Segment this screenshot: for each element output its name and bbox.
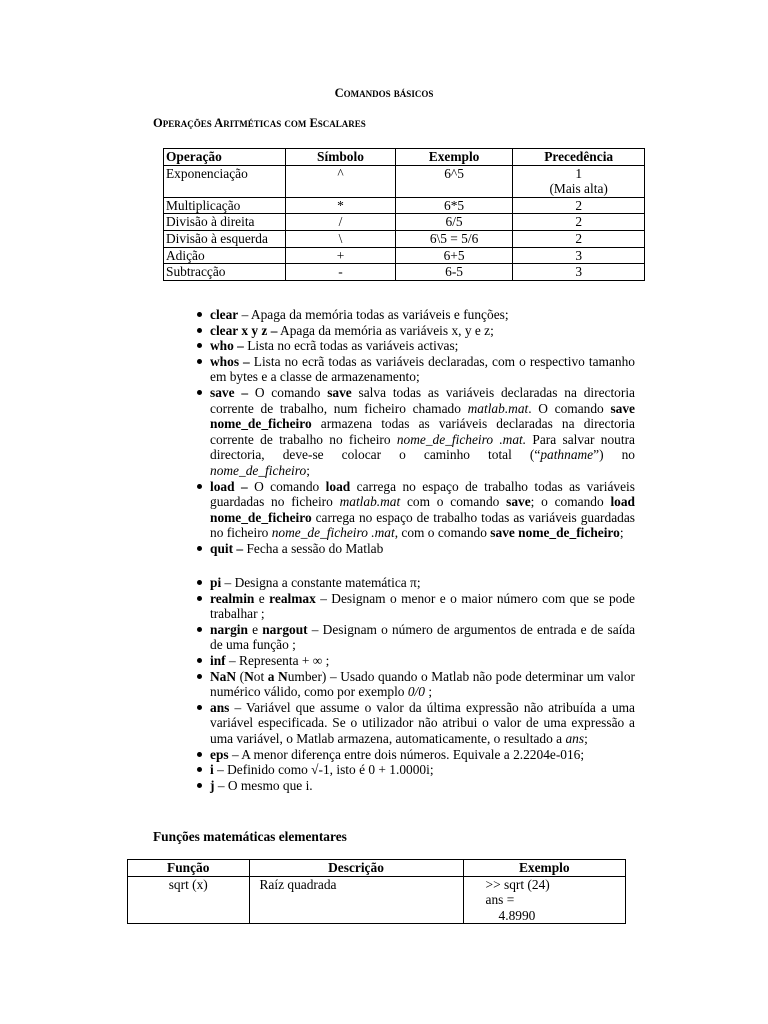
list-item-pi [210, 575, 635, 591]
italic-run: nome_de_ficheiro .mat. [396, 431, 527, 447]
cell-description [249, 876, 463, 924]
text-run: e [254, 590, 270, 606]
cmd-name: whos – [210, 353, 250, 369]
list-item-nan [210, 669, 635, 700]
bold-run: save nome_de_ficheiro [210, 400, 635, 432]
cell-sym: - [286, 264, 396, 281]
bold-run: N [278, 668, 288, 684]
text-run: ( [236, 668, 245, 684]
cmd-name: realmin [210, 590, 255, 606]
cmd-desc: Lista no ecrã todas as variáveis activas; [243, 338, 459, 354]
cell-prec: 3 [513, 264, 645, 281]
list-item-save [210, 385, 635, 479]
list-item-realmin-realmax [210, 591, 635, 622]
cmd-desc: – Apaga da memória todas as variáveis e funções; [238, 307, 509, 322]
cmd-name: load – [210, 478, 248, 494]
list-item-nargin-nargout [210, 622, 635, 653]
list-item-i [210, 762, 635, 778]
cell-ex: 6^5 [395, 165, 513, 197]
list-item-eps [210, 747, 635, 763]
bold-run: a [267, 668, 275, 684]
list-item-j [210, 778, 635, 794]
text-run: e [247, 621, 263, 637]
list-item-who [210, 338, 635, 354]
cell-prec: 2 [513, 214, 645, 231]
description-text: Raíz quadrada [259, 876, 337, 892]
cmd-desc: – Variável que assume o valor da última expressão não atribuída a uma variável especificada. Se o utilizador não atribui o valor de uma expressão a uma variável, o Matlab armazena, automaticamente, o resultado a [210, 699, 635, 746]
header-exemplo: Exemplo [395, 149, 513, 166]
text-run: armazena todas as variáveis declaradas na directoria corrente de trabalho no ficheiro [210, 416, 635, 447]
commands-list [210, 307, 635, 557]
cmd-name: ans [210, 699, 230, 715]
text-run: ; [424, 684, 433, 700]
italic-run: matlab.mat [339, 494, 401, 510]
cmd-name: inf [210, 652, 226, 668]
cell-sym: * [286, 197, 396, 214]
text-run: carrega no espaço de trabalho todas as variáveis guardadas no ficheiro [210, 478, 635, 510]
cmd-desc: Apaga da memória as variáveis x, y e z; [277, 322, 494, 338]
cmd-name: clear x y z – [210, 322, 278, 338]
cmd-name: nargout [262, 621, 308, 637]
cell-sym: \ [286, 230, 396, 247]
cell-op: Divisão à esquerda [164, 230, 286, 247]
prec-note: (Mais alta) [549, 181, 608, 197]
table-row [164, 247, 645, 264]
cell-prec: 3 [513, 247, 645, 264]
prec-value: 1 [575, 165, 583, 181]
cell-sym: ^ [286, 165, 396, 197]
header-precedencia: Precedência [513, 149, 645, 166]
table-row [164, 264, 645, 281]
text-run: salva todas as variáveis declaradas na directoria corrente de trabalho, num ficheiro chamado [210, 384, 635, 416]
example-line: 4.8990 [498, 907, 536, 923]
bold-run: save nome_de_ficheiro [490, 525, 620, 541]
italic-run: nome_de_ficheiro .mat [271, 525, 395, 541]
cmd-name: eps [210, 746, 229, 762]
cell-op: Exponenciação [164, 165, 286, 197]
header-exemplo: Exemplo [463, 860, 625, 877]
cmd-name: i [210, 762, 214, 778]
text-run: ; [619, 525, 624, 541]
cmd-desc: – O mesmo que i. [214, 777, 313, 793]
italic-run: nome_de_ficheiro [210, 462, 307, 478]
cell-ex: 6*5 [395, 197, 513, 214]
list-item-inf [210, 653, 635, 669]
text-run: ”) no [593, 447, 635, 463]
list-item-clear [210, 307, 635, 323]
cmd-desc: – Definido como √-1, isto é 0 + 1.0000i; [213, 762, 434, 778]
header-descricao: Descrição [249, 860, 463, 877]
header-operacao: Operação [164, 149, 286, 166]
table-row [164, 230, 645, 247]
table-header-row [128, 860, 626, 877]
italic-run: pathname [540, 447, 594, 463]
bold-run: save [327, 384, 352, 400]
example-line: ans = [485, 892, 515, 908]
operations-table [163, 148, 645, 281]
italic-run: matlab.mat [467, 400, 529, 416]
section-title-arithmetic: Operações Aritméticas com Escalares [153, 116, 366, 130]
cmd-desc: Lista no ecrã todas as variáveis declaradas, com o respectivo tamanho em bytes e a classe de armazenamento; [210, 353, 635, 385]
cell-prec: 2 [513, 197, 645, 214]
cell-ex: 6/5 [395, 214, 513, 231]
table-row [164, 214, 645, 231]
italic-run: ans [565, 730, 585, 746]
cmd-name: clear [210, 307, 239, 322]
page-title: Comandos básicos [334, 86, 434, 100]
cmd-desc: – Designa a constante matemática π; [221, 575, 421, 590]
list-item-clear-xyz [210, 323, 635, 339]
cell-sym: / [286, 214, 396, 231]
cell-ex: 6-5 [395, 264, 513, 281]
list-item-quit [210, 541, 635, 557]
cmd-name: j [210, 777, 215, 793]
cmd-name: pi [210, 575, 222, 590]
list-item-whos [210, 354, 635, 385]
bold-run: save [506, 494, 531, 510]
cmd-desc: – A menor diferença entre dois números. Equivale a 2.2204e-016; [228, 746, 585, 762]
list-item-ans [210, 700, 635, 747]
cmd-desc: Fecha a sessão do Matlab [243, 540, 384, 556]
table-row [128, 876, 626, 924]
text-run: umber) – Usado quando o Matlab não pode determinar um valor numérico válido, como por exemplo [210, 668, 635, 700]
cell-op: Adição [164, 247, 286, 264]
cmd-desc: – Designam o número de argumentos de entrada e de saída de uma função ; [210, 621, 636, 653]
cell-op: Multiplicação [164, 197, 286, 214]
cell-op: Divisão à direita [164, 214, 286, 231]
example-line: >> sqrt (24) [485, 876, 550, 892]
header-funcao: Função [128, 860, 250, 877]
cell-sym: + [286, 247, 396, 264]
cmd-name: who – [210, 338, 244, 354]
table-row [164, 165, 645, 197]
text-run: ; [584, 730, 588, 746]
table-row [164, 197, 645, 214]
cmd-name: quit – [210, 540, 244, 556]
text-run: com o comando [400, 494, 507, 510]
bold-run: load nome_de_ficheiro [210, 494, 635, 525]
text-run: ot [253, 668, 268, 684]
cell-example [463, 876, 625, 924]
text-run: O comando [248, 384, 328, 400]
cmd-name: NaN [210, 668, 237, 684]
text-run: ; o comando [530, 494, 611, 510]
bold-run: load [325, 478, 351, 494]
cell-prec [513, 165, 645, 197]
cell-function: sqrt (x) [128, 876, 250, 924]
text-run: O comando [247, 478, 326, 494]
functions-table [127, 859, 626, 924]
text-run: carrega no espaço de trabalho todas as variáveis guardadas no ficheiro [210, 509, 635, 541]
cell-prec: 2 [513, 230, 645, 247]
text-run: ; [306, 462, 310, 478]
text-run: , com o comando [394, 525, 491, 541]
cmd-name: save – [210, 384, 249, 400]
constants-list [210, 575, 635, 793]
section-title-functions: Funções matemáticas elementares [153, 829, 347, 844]
table-header-row [164, 149, 645, 166]
list-item-load [210, 479, 635, 541]
header-simbolo: Símbolo [286, 149, 396, 166]
cmd-desc: – Representa + ∞ ; [225, 652, 330, 668]
text-run: Para salvar noutra directoria, deve-se colocar o caminho total (“ [210, 431, 635, 463]
bold-run: N [244, 668, 254, 684]
cmd-desc: – Designam o menor e o maior número com que se pode trabalhar ; [210, 590, 636, 622]
cell-op: Subtracção [164, 264, 286, 281]
cmd-name: realmax [269, 590, 316, 606]
cmd-name: nargin [210, 621, 248, 637]
cell-ex: 6\5 = 5/6 [395, 230, 513, 247]
cell-ex: 6+5 [395, 247, 513, 264]
text-run: . O comando [528, 400, 611, 416]
italic-run: 0/0 [407, 684, 425, 700]
